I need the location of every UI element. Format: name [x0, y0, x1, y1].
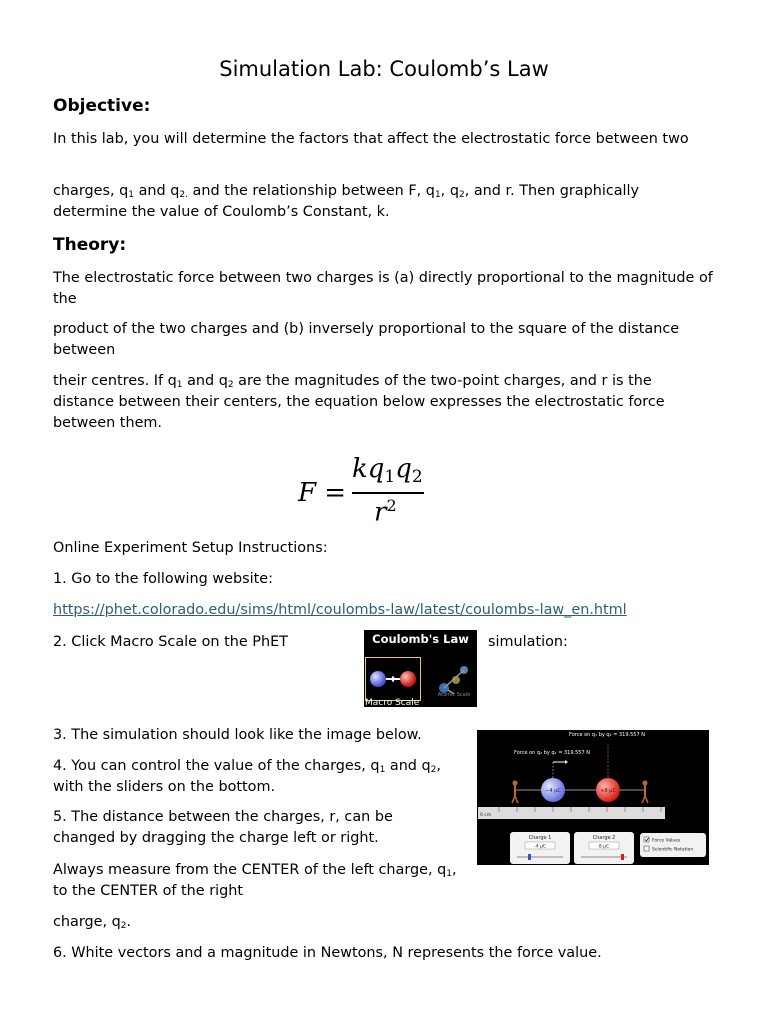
equation-numerator: [352, 454, 423, 487]
force-values-label: Force Values: [652, 838, 681, 844]
options-panel: [640, 833, 706, 857]
subscript: 1: [176, 380, 183, 390]
theory-para3: [53, 371, 713, 434]
macro-charges-icon: [366, 658, 420, 700]
text-fragment: and q: [385, 758, 431, 774]
coulomb-equation: [296, 454, 436, 528]
text-fragment: , with the sliders on the bottom.: [53, 758, 441, 795]
subscript: 2.: [179, 190, 188, 200]
setup-heading: Online Experiment Setup Instructions:: [53, 540, 328, 556]
charge2-value: 8 μC: [598, 844, 610, 850]
simulation-scene: [477, 730, 709, 865]
simulation-screenshot: [477, 730, 709, 865]
charge1-value: -4 μC: [534, 844, 546, 850]
phet-thumbnail[interactable]: [364, 630, 477, 707]
force-label-top: Force on q₁ by q₂ = 319.557 N: [569, 732, 645, 738]
fraction-bar: [352, 492, 424, 494]
svg-text:−4 μC: −4 μC: [545, 788, 561, 794]
setup-step2: 2. Click Macro Scale on the PhET: [53, 634, 288, 650]
setup-charge-q2: [53, 912, 713, 933]
equation-lhs: F =: [298, 478, 347, 508]
text-fragment: Always measure from the CENTER of the left charge, q: [53, 862, 447, 878]
macro-scale-box[interactable]: [365, 657, 421, 701]
page-title: Simulation Lab: Coulomb’s Law: [219, 57, 549, 81]
objective-heading: Objective:: [53, 96, 151, 116]
setup-always-note: [53, 860, 463, 902]
scientific-notation-label: Scientific Notation: [652, 847, 694, 853]
theory-para1: The electrostatic force between two charges is (a) directly proportional to the magnitude of the: [53, 270, 713, 307]
text-fragment: are the magnitudes of the two-point charges, and r is the distance between their centers, the equation below expresses the electrostatic force between them.: [53, 373, 665, 431]
text-fragment: , and r. Then graphically determine the value of Coulomb’s Constant, k.: [53, 183, 640, 220]
text-fragment: r: [374, 497, 387, 528]
scientific-notation-checkbox[interactable]: [644, 846, 649, 851]
charge2-slider-thumb[interactable]: [621, 854, 624, 860]
charge2-label: Charge 2: [592, 835, 616, 841]
subscript: 2: [430, 765, 437, 775]
right-puller: [642, 781, 648, 804]
theory-para2: product of the two charges and (b) inversely proportional to the square of the distance between: [53, 321, 680, 358]
superscript: 2: [386, 496, 397, 515]
text-fragment: , to the CENTER of the right: [53, 862, 457, 899]
subscript: 1: [434, 190, 441, 200]
text-fragment: charge, q: [53, 914, 121, 930]
svg-text:+8 μC: +8 μC: [600, 788, 616, 794]
subscript: 1: [379, 765, 386, 775]
equation-denominator: [374, 496, 397, 528]
charge1-label: Charge 1: [528, 835, 552, 841]
subscript: 2: [411, 467, 423, 487]
setup-step3: 3. The simulation should look like the image below.: [53, 727, 422, 743]
text-fragment: and q: [134, 183, 180, 199]
subscript: 2: [458, 190, 465, 200]
force-label-left: Force on q₂ by q₁ = 319.557 N: [514, 750, 590, 756]
text-fragment: their centres. If q: [53, 373, 177, 389]
phet-url-link[interactable]: https://phet.colorado.edu/sims/html/coulombs-law/latest/coulombs-law_en.html: [53, 602, 627, 618]
objective-line2: [53, 181, 713, 223]
subscript: 2: [227, 380, 234, 390]
setup-step5: 5. The distance between the charges, r, can be changed by dragging the charge left or right.: [53, 809, 393, 846]
setup-step6: 6. White vectors and a magnitude in Newtons, N represents the force value.: [53, 945, 602, 961]
atomic-scale-caption: Atomic Scale: [437, 692, 471, 698]
objective-line1: In this lab, you will determine the factors that affect the electrostatic force between two: [53, 131, 689, 147]
theory-heading: Theory:: [53, 235, 127, 255]
subscript: 1: [446, 869, 453, 879]
text-fragment: kq: [352, 454, 385, 484]
ruler-unit: 0 cm: [480, 813, 492, 818]
text-fragment: , q: [440, 183, 459, 199]
text-fragment: and the relationship between F, q: [187, 183, 435, 199]
subscript: 1: [384, 467, 396, 487]
thumbnail-caption: Macro Scale: [365, 698, 420, 707]
text-fragment: and q: [182, 373, 228, 389]
text-fragment: .: [126, 914, 132, 930]
left-puller: [512, 781, 518, 804]
text-fragment: charges, q: [53, 183, 129, 199]
setup-step1: 1. Go to the following website:: [53, 571, 273, 587]
charge1-slider-thumb[interactable]: [528, 854, 531, 860]
setup-step2-tail: simulation:: [488, 634, 568, 650]
subscript: 2: [120, 921, 127, 931]
setup-step4: [53, 756, 468, 798]
thumbnail-title: Coulomb's Law: [372, 632, 469, 646]
ruler[interactable]: [478, 807, 665, 819]
subscript: 1: [128, 190, 135, 200]
text-fragment: q: [395, 454, 412, 484]
text-fragment: 4. You can control the value of the charges, q: [53, 758, 380, 774]
atomic-scale-icon[interactable]: [434, 658, 474, 698]
